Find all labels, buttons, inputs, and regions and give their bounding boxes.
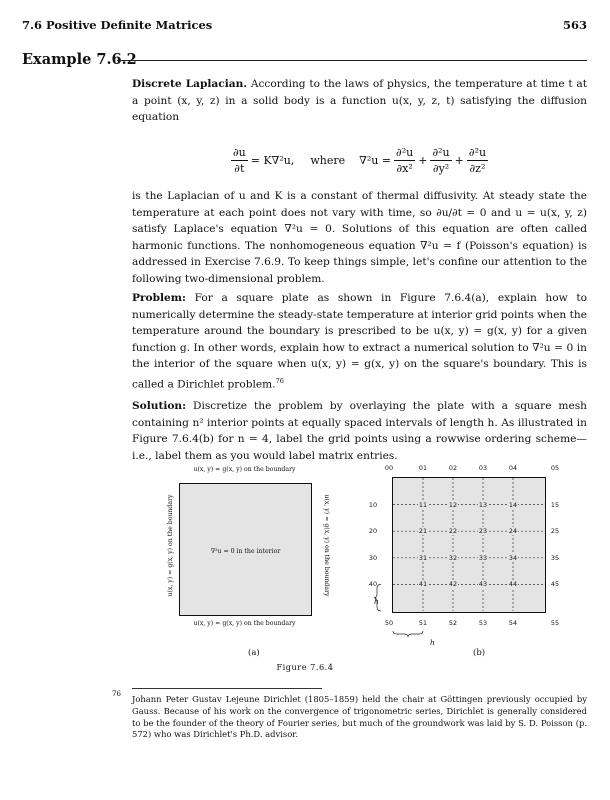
- intro-heading: Discrete Laplacian.: [132, 78, 248, 90]
- running-header: 7.6 Positive Definite Matrices: [22, 18, 213, 32]
- interior-grid-point: 21: [418, 527, 428, 536]
- interior-grid-point: 13: [478, 500, 488, 509]
- interior-grid-point: 33: [478, 553, 488, 562]
- boundary-grid-point: 03: [478, 464, 488, 472]
- du-dt-fraction: $\frac{\partial u}{\partial t}$: [232, 145, 246, 175]
- intro-text: According to the laws of physics, the temperature at time t at a point (x, y, z) in a solid body is a function u(x, y, z, t) satisfying the diffusion equation: [132, 78, 588, 124]
- interior-grid-point: 24: [508, 527, 518, 536]
- boundary-grid-point: 53: [478, 619, 488, 627]
- footnote-marker: 76: [275, 376, 284, 385]
- fig-a-right-label: u(x, y) = g(x, y) on the boundary: [323, 494, 330, 597]
- figure-caption: Figure 7.6.4: [276, 662, 334, 672]
- boundary-grid-point: 51: [418, 619, 428, 627]
- d2u-dy2-fraction: $\frac{\text{∂²u}}{\text{∂y²}}$: [432, 145, 450, 175]
- interior-grid-point: 41: [418, 580, 428, 589]
- fig-a-interior-label: ∇²u = 0 in the interior: [210, 548, 281, 555]
- interior-grid-point: 23: [478, 527, 488, 536]
- boundary-grid-point: 02: [448, 464, 458, 472]
- h-horizontal-label: h: [430, 638, 435, 647]
- boundary-grid-point: 10: [368, 500, 378, 509]
- equation-where: where: [310, 153, 346, 167]
- interior-grid-point: 22: [448, 527, 458, 536]
- fig-a-bottom-label: u(x, y) = g(x, y) on the boundary: [193, 620, 296, 627]
- fig-a-sublabel: (a): [248, 648, 260, 658]
- problem-text: For a square plate as shown in Figure 7.6.4(a), explain how to numerically determine the steady-state temperature at interior grid points when the temperature around the boundary is prescribed to be u(x, y) = g(x, y) for a given function g. In other words, explain how to extract a numerical solution to ∇²u = 0 in the interior of the square when u(x, y) = g(x, y) on the square's boundary. This is called a Dirichlet problem.: [132, 292, 587, 391]
- d2u-dx2-fraction: $\frac{\text{∂²u}}{\text{∂x²}}$: [396, 145, 414, 175]
- fig-b-sublabel: (b): [473, 648, 486, 658]
- solution-text: Discretize the problem by overlaying the plate with a square mesh containing n² interior points at equally spaced intervals of length h. As illustrated in Figure 7.6.4(b) for n = 4, label the grid points using a rowwise ordering scheme—i.e., label them as you would label matrix entries.: [132, 400, 588, 462]
- interior-grid-point: 14: [508, 500, 518, 509]
- interior-grid-point: 34: [508, 553, 518, 562]
- example-title: Example 7.6.2: [22, 51, 137, 68]
- plus-sign: +: [418, 153, 428, 167]
- laplacian-paragraph: is the Laplacian of u and K is a constant of thermal diffusivity. At steady state the temperature at each point does not vary with time, so ∂u/∂t = 0 and u = u(x, y, z) satisfy Laplace's equation ∇²u = 0. Solutions of this equation are often called harmonic functions. The nonhomogeneous equation ∇²u = f (Poisson's equation) is addressed in Exercise 7.6.9. To keep things simple, let's confine our attention to the following two-dimensional problem.: [132, 190, 587, 285]
- interior-grid-point: 31: [418, 553, 428, 562]
- d2u-dz2-fraction: $\frac{\text{∂²u}}{\text{∂z²}}$: [468, 145, 487, 175]
- plus-sign: +: [454, 153, 464, 167]
- boundary-grid-point: 15: [550, 500, 560, 509]
- equation-rhs: = K∇²u,: [250, 153, 295, 167]
- interior-grid-point: 32: [448, 553, 458, 562]
- solution-heading: Solution:: [132, 400, 187, 412]
- footnote-rule: [132, 688, 322, 689]
- laplacian-symbol: ∇²u =: [359, 153, 392, 167]
- interior-grid-point: 43: [478, 580, 488, 589]
- boundary-grid-point: 20: [368, 527, 378, 536]
- boundary-grid-point: 50: [384, 619, 394, 627]
- boundary-grid-point: 54: [508, 619, 518, 627]
- interior-grid-point: 11: [418, 500, 428, 509]
- boundary-grid-point: 05: [550, 464, 560, 472]
- boundary-grid-point: 04: [508, 464, 518, 472]
- interior-grid-point: 42: [448, 580, 458, 589]
- interior-grid-point: 44: [508, 580, 518, 589]
- problem-heading: Problem:: [132, 292, 186, 304]
- boundary-grid-point: 40: [368, 580, 378, 589]
- boundary-grid-point: 52: [448, 619, 458, 627]
- fig-a-left-label: u(x, y) = g(x, y) on the boundary: [167, 494, 174, 597]
- boundary-grid-point: 01: [418, 464, 428, 472]
- footnote-text: Johann Peter Gustav Lejeune Dirichlet (1805–1859) held the chair at Göttingen previously occupied by Gauss. Because of his work on the convergence of trigonometric series, Dirichlet is generally considered to be the founder of the theory of Fourier series, but much of the groundwork was laid by S. D. Poisson (p. 572) who was Dirichlet's Ph.D. advisor.: [132, 694, 587, 740]
- boundary-grid-point: 35: [550, 553, 560, 562]
- h-vertical-label: h: [374, 597, 379, 606]
- page-number: 563: [562, 18, 587, 32]
- boundary-grid-point: 00: [384, 464, 394, 472]
- boundary-grid-point: 45: [550, 580, 560, 589]
- footnote-number: 76: [112, 690, 121, 698]
- boundary-grid-point: 25: [550, 527, 560, 536]
- boundary-grid-point: 55: [550, 619, 560, 627]
- interior-grid-point: 12: [448, 500, 458, 509]
- boundary-grid-point: 30: [368, 553, 378, 562]
- fig-a-top-label: u(x, y) = g(x, y) on the boundary: [193, 466, 296, 473]
